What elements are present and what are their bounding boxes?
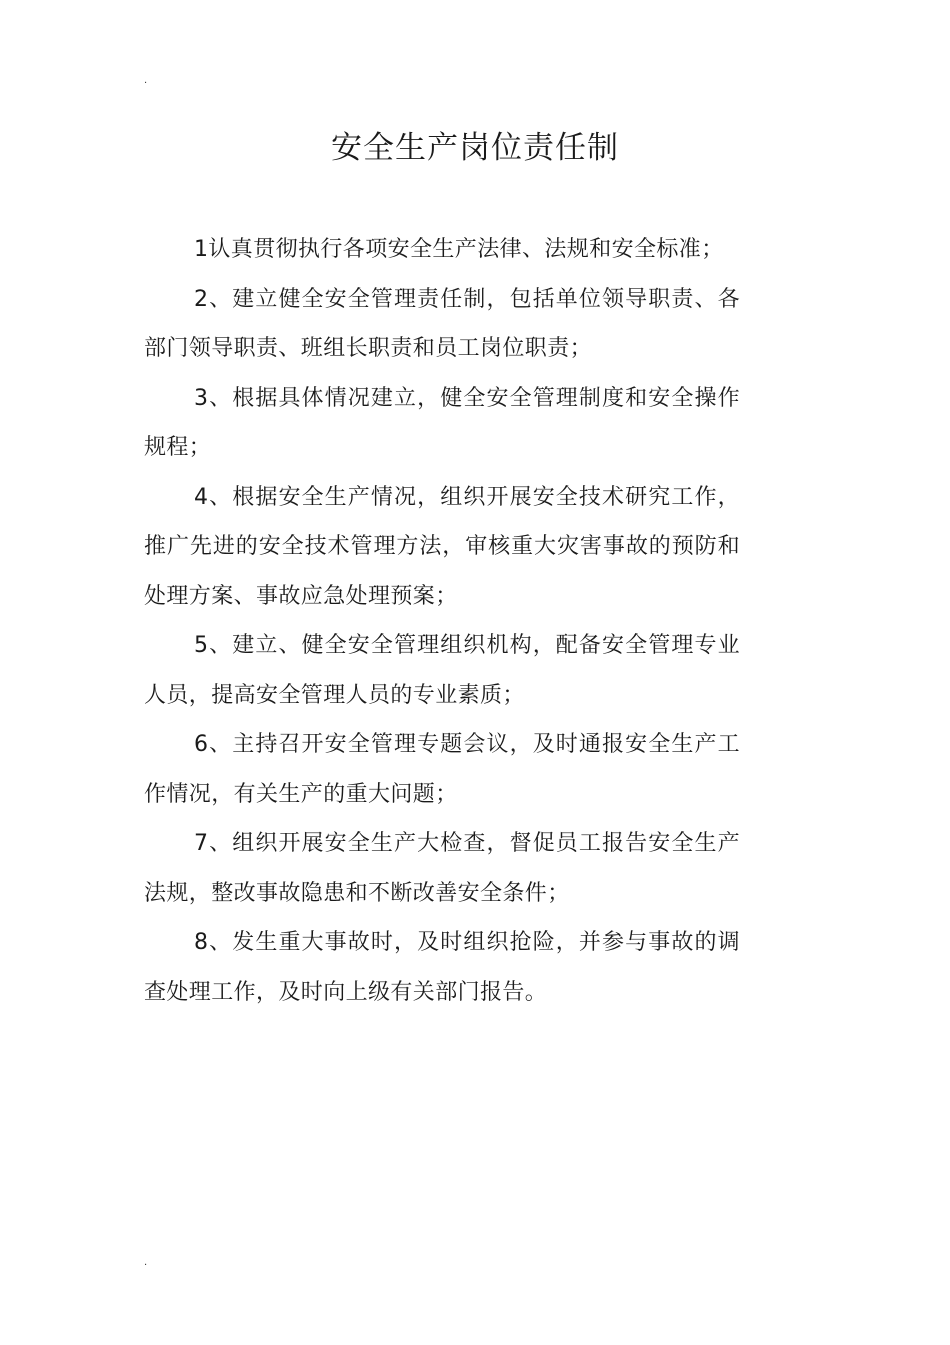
document-title: 安全生产岗位责任制 xyxy=(331,130,619,166)
paragraph-4: 4、根据安全生产情况，组织开展安全技术研究工作，推广先进的安全技术管理方法，审核重大灾害事故的预防和处理方案、事故应急处理预案； xyxy=(144,484,740,609)
paragraph-5: 5、建立、健全安全管理组织机构，配备安全管理专业人员，提高安全管理人员的专业素质； xyxy=(144,633,740,708)
document-body xyxy=(144,225,740,1017)
paragraph-6: 6、主持召开安全管理专题会议，及时通报安全生产工作情况，有关生产的重大问题； xyxy=(144,732,740,807)
paragraph-1: 1认真贯彻执行各项安全生产法律、法规和安全标准； xyxy=(194,237,724,262)
paragraph-3: 3、根据具体情况建立，健全安全管理制度和安全操作规程； xyxy=(144,385,740,460)
paragraph-2: 2、建立健全安全管理责任制，包括单位领导职责、各部门领导职责、班组长职责和员工岗位职责； xyxy=(144,286,740,361)
paragraph-8: 8、发生重大事故时，及时组织抢险，并参与事故的调查处理工作，及时向上级有关部门报告。 xyxy=(144,930,740,1005)
paragraph-7: 7、组织开展安全生产大检查，督促员工报告安全生产法规，整改事故隐患和不断改善安全条件； xyxy=(144,831,740,906)
bottom-page-mark: . xyxy=(144,1257,148,1268)
top-page-mark: . xyxy=(144,75,148,86)
